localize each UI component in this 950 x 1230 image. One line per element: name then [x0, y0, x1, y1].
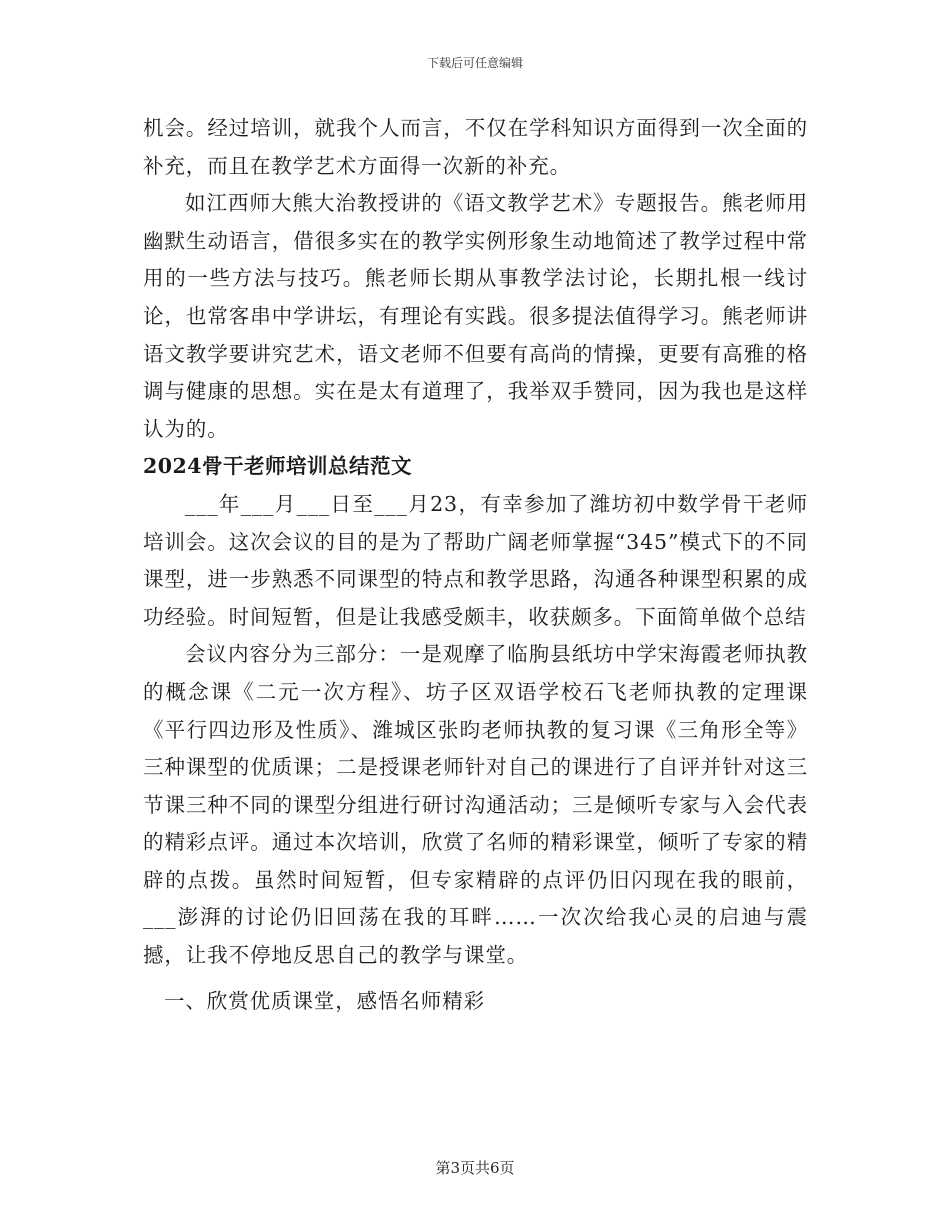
paragraph-continued: 机会。经过培训，就我个人而言，不仅在学科知识方面得到一次全面的补充，而且在教学艺术方面得一次新的补充。: [143, 116, 808, 178]
section-heading: 一、欣赏优质课堂，感悟名师精彩: [164, 988, 485, 1013]
paragraph-lecture: 如江西师大熊大治教授讲的《语文教学艺术》专题报告。熊老师用幽默生动语言，借很多实在的教学实例形象生动地简述了教学过程中常用的一些方法与技巧。熊老师长期从事教学法讨论，长期扎根一线讨论，也常客串中学讲坛，有理论有实践。很多提法值得学习。熊老师讲语文教学要讲究艺术，语文老师不但要有高尚的情操，更要有高雅的格调与健康的思想。实在是太有道理了，我举双手赞同，因为我也是这样认为的。: [143, 191, 808, 441]
paragraph-meeting-content: 会议内容分为三部分：一是观摩了临朐县纸坊中学宋海霞老师执教的概念课《二元一次方程》、坊子区双语学校石飞老师执教的定理课《平行四边形及性质》、潍城区张昀老师执教的复习课《三角形全等》三种课型的优质课；二是授课老师针对自己的课进行了自评并针对这三节课三种不同的课型分组进行研讨沟通活动；三是倾听专家与入会代表的精彩点评。通过本次培训，欣赏了名师的精彩课堂，倾听了专家的精辟的点拨。虽然时间短暂，但专家精辟的点评仍旧闪现在我的眼前，___澎湃的讨论仍旧回荡在我的耳畔……一次次给我心灵的启迪与震撼，让我不停地反思自己的教学与课堂。: [143, 642, 808, 968]
header-note: 下载后可任意编辑: [426, 56, 523, 70]
document-title: 2024骨干老师培训总结范文: [143, 454, 413, 479]
document-body: [143, 110, 808, 1020]
paragraph-intro: ___年___月___日至___月23，有幸参加了潍坊初中数学骨干老师培训会。这次会议的目的是为了帮助广阔老师掌握“345”模式下的不同课型，进一步熟悉不同课型的特点和教学思路，沟通各种课型积累的成功经验。时间短暂，但是让我感受颇丰，收获颇多。下面简单做个总结: [143, 491, 808, 629]
page-number: 第3页共6页: [435, 1159, 515, 1177]
